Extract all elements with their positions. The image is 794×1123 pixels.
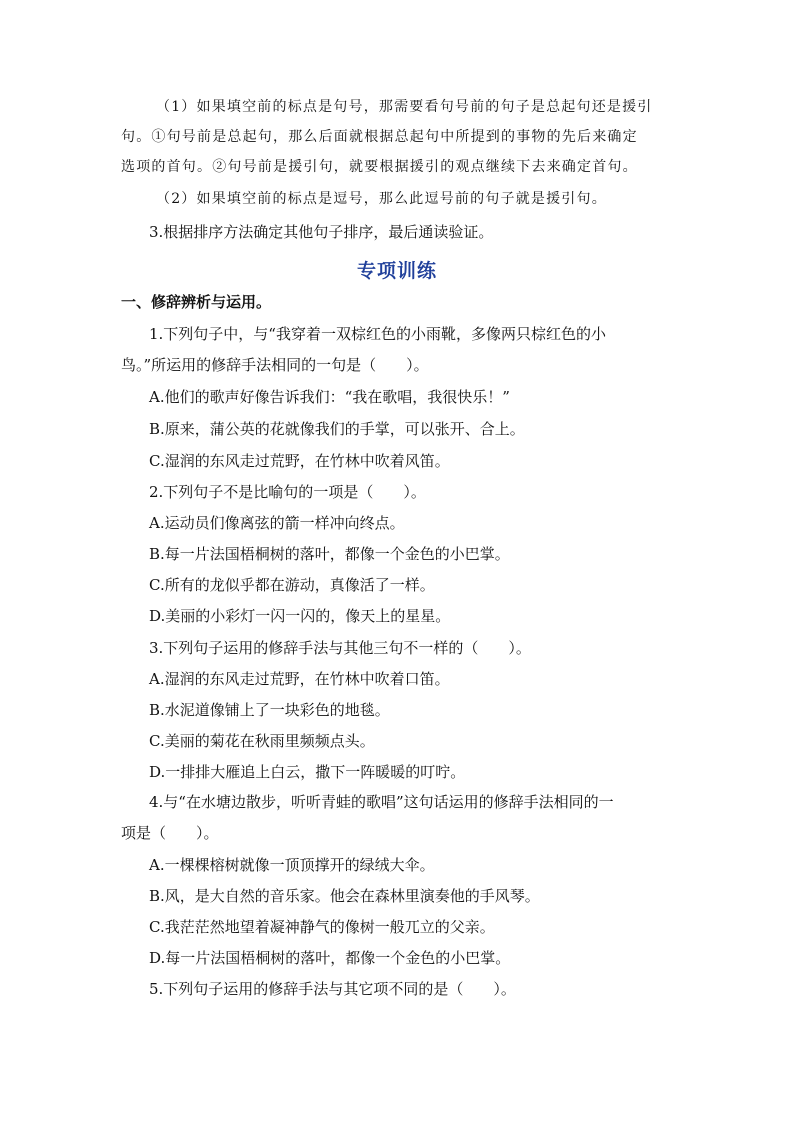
question-1-option-c: C.湿润的东风走过荒野，在竹林中吹着风笛。 [149, 452, 450, 470]
question-4-option-a: A.一棵棵榕树就像一顶顶撑开的绿绒大伞。 [149, 856, 435, 874]
question-1-stem-line-1: 1.下列句子中，与“我穿着一双棕红色的小雨靴，多像两只棕红色的小 [149, 325, 606, 343]
question-2-option-c: C.所有的龙似乎都在游动，真像活了一样。 [149, 576, 435, 594]
intro-line-3: 选项的首句。②句号前是援引句，就要根据援引的观点继续下去来确定首句。 [121, 159, 638, 175]
question-4-option-c: C.我茫茫然地望着凝神静气的像树一般兀立的父亲。 [149, 918, 495, 936]
intro-line-2: 句。①句号前是总起句，那么后面就根据总起句中所提到的事物的先后来确定 [121, 129, 638, 145]
question-4-option-b: B.风，是大自然的音乐家。他会在森林里演奏他的手风琴。 [149, 887, 540, 905]
intro-line-4: （2）如果填空前的标点是逗号，那么此逗号前的句子就是援引句。 [156, 191, 607, 207]
intro-line-5: 3.根据排序方法确定其他句子排序，最后通读验证。 [149, 223, 494, 241]
question-3-option-c: C.美丽的菊花在秋雨里频频点头。 [149, 732, 375, 750]
question-3-option-a: A.湿润的东风走过荒野，在竹林中吹着口笛。 [149, 670, 450, 688]
question-4-stem-line-1: 4.与“在水塘边散步，听听青蛙的歌唱”这句话运用的修辞手法相同的一 [149, 793, 614, 811]
intro-line-1: （1）如果填空前的标点是句号，那需要看句号前的句子是总起句还是援引 [156, 99, 653, 115]
question-1-option-b: B.原来，蒲公英的花就像我们的手掌，可以张开、合上。 [149, 420, 525, 438]
question-3-option-d: D.一排排大雁追上白云，撒下一阵暖暖的叮咛。 [149, 763, 466, 781]
question-3-option-b: B.水泥道像铺上了一块彩色的地毯。 [149, 701, 390, 719]
question-3-stem: 3.下列句子运用的修辞手法与其他三句不一样的（ ）。 [149, 639, 531, 657]
question-2-option-d: D.美丽的小彩灯一闪一闪的，像天上的星星。 [149, 607, 451, 625]
question-1-option-a: A.他们的歌声好像告诉我们：“我在歌唱，我很快乐！” [149, 388, 510, 406]
question-1-stem-line-2: 鸟。”所运用的修辞手法相同的一句是（ ）。 [121, 356, 429, 374]
section-heading: 一、修辞辨析与运用。 [121, 293, 272, 311]
question-4-option-d: D.每一片法国梧桐树的落叶，都像一个金色的小巴掌。 [149, 949, 511, 967]
question-2-option-b: B.每一片法国梧桐树的落叶，都像一个金色的小巴掌。 [149, 545, 510, 563]
question-5-stem: 5.下列句子运用的修辞手法与其它项不同的是（ ）。 [149, 980, 516, 998]
question-2-stem: 2.下列句子不是比喻句的一项是（ ）。 [149, 483, 426, 501]
question-4-stem-line-2: 项是（ ）。 [121, 824, 219, 842]
page-title: 专项训练 [356, 260, 437, 282]
question-2-option-a: A.运动员们像离弦的箭一样冲向终点。 [149, 514, 405, 532]
